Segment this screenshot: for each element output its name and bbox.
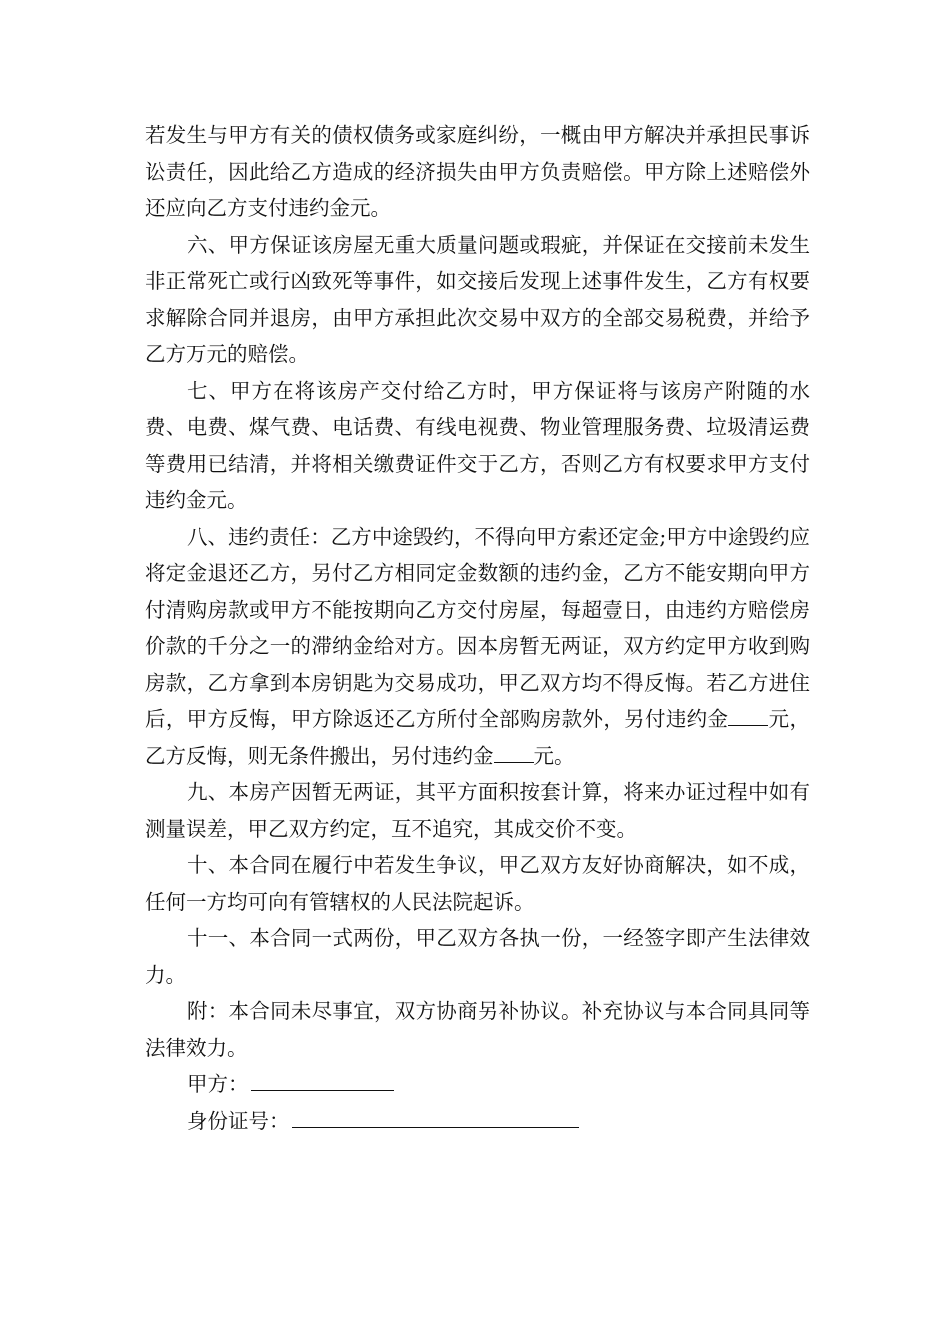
clause-11: 十一、本合同一式两份，甲乙双方各执一份，一经签字即产生法律效力。 — [145, 926, 810, 987]
paragraph-continuation: 若发生与甲方有关的债权债务或家庭纠纷，一概由甲方解决并承担民事诉讼责任，因此给乙方造成的经济损失由甲方负责赔偿。甲方除上述赔偿外还应向乙方支付违约金元。 — [145, 123, 810, 220]
clause-8 — [145, 519, 810, 775]
clause-8-text-3: 元。 — [533, 743, 575, 768]
party-a-blank[interactable] — [251, 1066, 394, 1091]
party-a-label: 甲方： — [187, 1072, 249, 1096]
party-a-signature-line — [145, 1066, 810, 1103]
penalty-blank-2[interactable] — [494, 740, 534, 763]
id-number-line — [145, 1103, 810, 1140]
clause-10: 十、本合同在履行中若发生争议，甲乙双方友好协商解决，如不成，任何一方均可向有管辖权的人民法院起诉。 — [145, 853, 810, 914]
clause-8-text-2: 元，乙方反悔，则无条件搬出，另付违约金 — [145, 707, 811, 768]
id-number-blank[interactable] — [292, 1103, 579, 1128]
clause-8-text-1: 八、违约责任：乙方中途毁约，不得向甲方索还定金;甲方中途毁约应将定金退还乙方，另付乙方相同定金数额的违约金，乙方不能安期向甲方付清购房款或甲方不能按期向乙方交付房屋，每超壹日，由违约方赔偿房价款的千分之一的滞纳金给对方。因本房暂无两证，双方约定甲方收到购房款，乙方拿到本房钥匙为交易成功，甲乙双方均不得反悔。若乙方进住后，甲方反悔，甲方除返还乙方所付全部购房款外，另付违约金 — [145, 524, 810, 731]
contract-page — [145, 117, 810, 1139]
clause-7: 七、甲方在将该房产交付给乙方时，甲方保证将与该房产附随的水费、电费、煤气费、电话费、有线电视费、物业管理服务费、垃圾清运费等费用已结清，并将相关缴费证件交于乙方，否则乙方有权要求甲方支付违约金元。 — [145, 378, 810, 512]
id-number-label: 身份证号： — [187, 1108, 290, 1133]
penalty-blank-1[interactable] — [728, 703, 768, 726]
clause-6: 六、甲方保证该房屋无重大质量问题或瑕疵，并保证在交接前未发生非正常死亡或行凶致死等事件，如交接后发现上述事件发生，乙方有权要求解除合同并退房，由甲方承担此次交易中双方的全部交易税费，并给予乙方万元的赔偿。 — [145, 232, 810, 366]
clause-9: 九、本房产因暂无两证，其平方面积按套计算，将来办证过程中如有测量误差，甲乙双方约定，互不追究，其成交价不变。 — [145, 780, 810, 841]
appendix-note: 附：本合同未尽事宜，双方协商另补协议。补充协议与本合同具同等法律效力。 — [145, 999, 810, 1060]
